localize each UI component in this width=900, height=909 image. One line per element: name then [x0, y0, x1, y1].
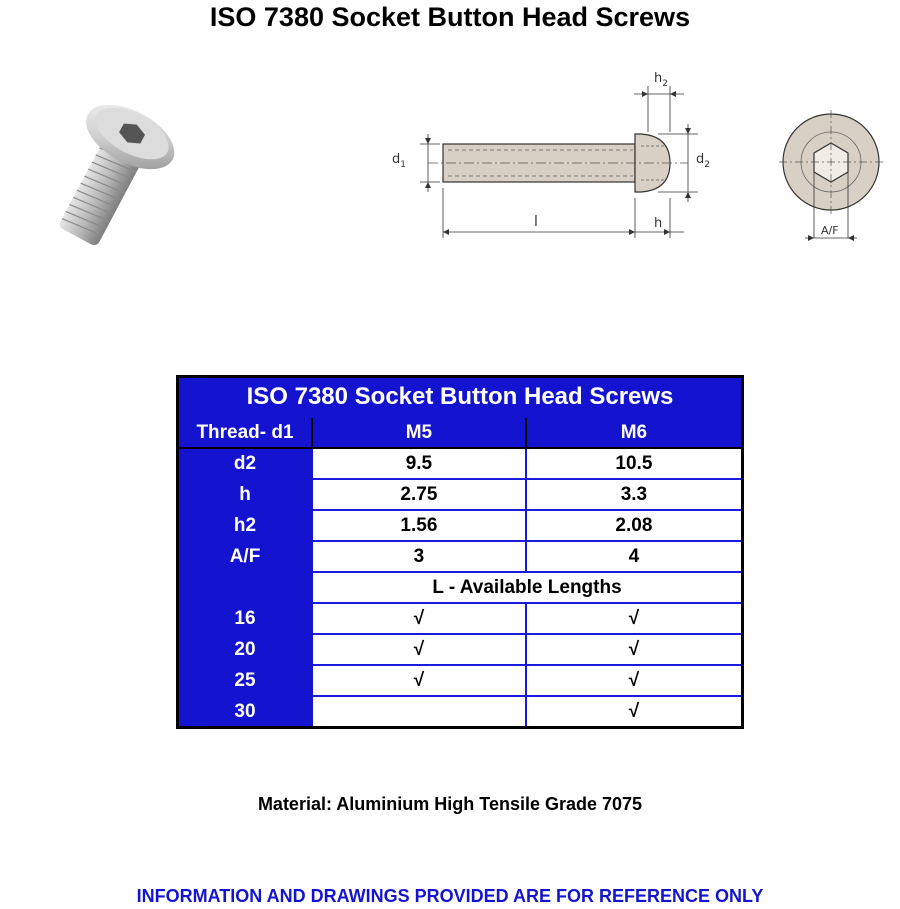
cell-value: 3.3 [526, 479, 743, 510]
cell-check: √ [526, 634, 743, 665]
table-header-row [178, 417, 743, 448]
row-label: 16 [178, 603, 313, 634]
cell-check: √ [312, 603, 526, 634]
table-row [178, 541, 743, 572]
l-label: l [534, 214, 538, 230]
cell-value: 2.08 [526, 510, 743, 541]
disclaimer-note: INFORMATION AND DRAWINGS PROVIDED ARE FOR REFERENCE ONLY [136, 886, 764, 906]
table-row [178, 479, 743, 510]
header-m5: M5 [312, 417, 526, 448]
cell-check: √ [312, 634, 526, 665]
cell-value: 4 [526, 541, 743, 572]
table-title-row [178, 377, 743, 418]
table-row [178, 634, 743, 665]
cell-check: √ [312, 665, 526, 696]
page-title: ISO 7380 Socket Button Head Screws [209, 2, 691, 32]
table-row [178, 603, 743, 634]
row-label: d2 [178, 448, 313, 479]
row-label: h2 [178, 510, 313, 541]
row-label: 20 [178, 634, 313, 665]
d2-label: $d_2$ [696, 152, 710, 170]
spec-table [176, 375, 744, 729]
d1-label: $d_1$ [392, 152, 406, 170]
table-row [178, 510, 743, 541]
row-label: h [178, 479, 313, 510]
cell-check [312, 696, 526, 728]
end-view-drawing [775, 110, 895, 250]
cell-check: √ [526, 696, 743, 728]
table-row [178, 448, 743, 479]
cell-value: 1.56 [312, 510, 526, 541]
cell-value: 2.75 [312, 479, 526, 510]
af-label: A/F [821, 224, 839, 237]
screw-photo [40, 92, 190, 252]
h2-label: $h_2$ [654, 71, 668, 89]
cell-check: √ [526, 603, 743, 634]
cell-value: 3 [312, 541, 526, 572]
cell-value: 10.5 [526, 448, 743, 479]
row-label: 25 [178, 665, 313, 696]
cell-check: √ [526, 665, 743, 696]
table-row [178, 696, 743, 728]
header-m6: M6 [526, 417, 743, 448]
cell-value: 9.5 [312, 448, 526, 479]
table-title: ISO 7380 Socket Button Head Screws [178, 377, 743, 418]
header-thread: Thread- d1 [178, 417, 313, 448]
row-label: A/F [178, 541, 313, 572]
row-label-empty [178, 572, 313, 603]
lengths-heading-row [178, 572, 743, 603]
side-view-drawing [388, 64, 708, 244]
lengths-heading: L - Available Lengths [312, 572, 743, 603]
material-note: Material: Aluminium High Tensile Grade 7075 [257, 794, 643, 814]
table-row [178, 665, 743, 696]
row-label: 30 [178, 696, 313, 728]
h-label: h [654, 216, 663, 231]
